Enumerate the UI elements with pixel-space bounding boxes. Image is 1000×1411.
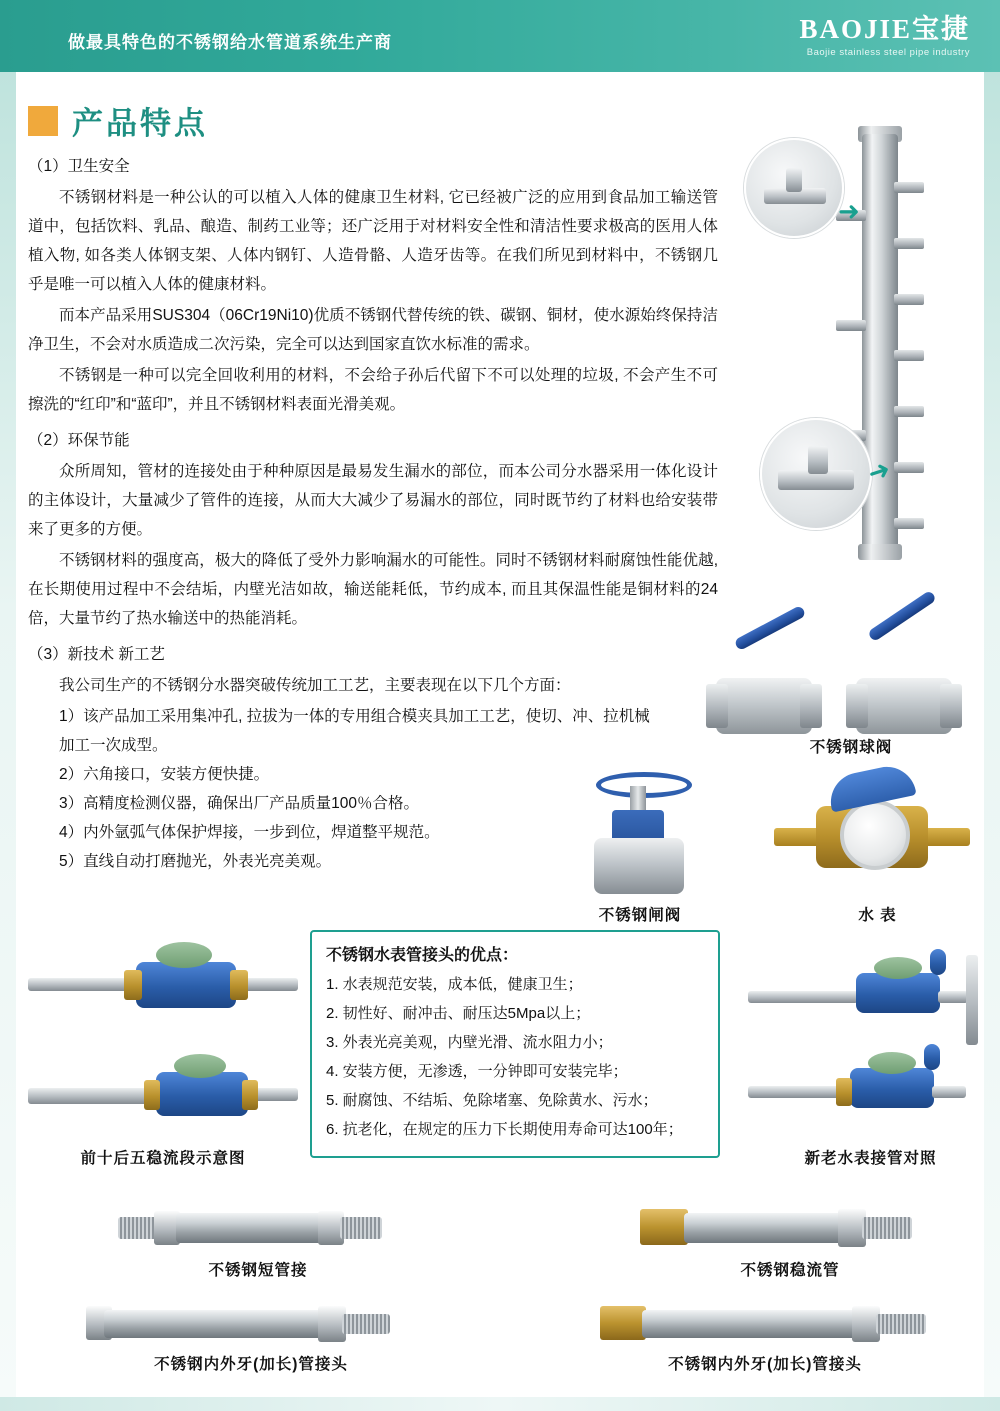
callout-arrow-bottom-icon: ➜ (863, 453, 894, 489)
long-joint-right-body (642, 1310, 858, 1338)
manifold-branch-5 (894, 406, 924, 417)
flow-bottom-brass-nut-2 (242, 1080, 258, 1110)
manifold-bottom-cap (858, 544, 902, 560)
section-3-list-item-1: 1）该产品加工采用集冲孔, 拉拔为一体的专用组合模夹具加工工艺，使切、冲、拉机械 (59, 708, 650, 725)
flow-bottom-brass-nut (144, 1080, 160, 1110)
stable-pipe-brass-hex (640, 1209, 688, 1245)
page-title (28, 98, 208, 143)
manifold-branch-7 (894, 518, 924, 529)
ball-valve-photo (706, 600, 996, 740)
section-1-paragraph-2: 而本产品采用SUS304（06Cr19Ni10)优质不锈钢代替传统的铁、碳钢、铜材，使水源始终保持洁净卫生，不会对水质造成二次污染，完全可以达到国家直饮水标准的需求。 (28, 307, 718, 353)
short-pipe-photo (118, 1195, 408, 1255)
ball-valve-left-nut-2 (800, 684, 822, 728)
section-3-list-item-1-cont: 加工一次成型。 (59, 737, 168, 754)
ball-valve-left-body (716, 678, 812, 734)
short-pipe-thread-left (118, 1217, 158, 1239)
manifold-branch-left-2 (836, 320, 866, 331)
page-bottom-edge (0, 1397, 1000, 1411)
header-slogan: 做最具特色的不锈钢给水管道系统生产商 (68, 33, 392, 52)
flow-top-inlet-pipe (28, 978, 138, 991)
flow-assembly-top (28, 940, 298, 1030)
manifold-photo (742, 120, 992, 568)
compare-bottom-valve (924, 1044, 940, 1070)
flow-top-meter-cap (156, 942, 212, 968)
flow-top-brass-nut (124, 970, 142, 1000)
meter-compare-bottom (748, 1040, 993, 1140)
manifold-detail-callout-bottom (760, 418, 872, 530)
caption-gate-valve: 不锈钢闸阀 (598, 907, 682, 924)
section-3-list-item-4: 4）内外氩弧气体保护焊接，一步到位，焊道整平规范。 (59, 824, 440, 841)
brand-logo (799, 14, 970, 58)
section-3-list-item-5: 5）直线自动打磨抛光，外表光亮美观。 (59, 853, 332, 870)
flow-bottom-meter-cap (174, 1054, 226, 1078)
manifold-branch-4 (894, 350, 924, 361)
section-2-paragraph-2: 不锈钢材料的强度高，极大的降低了受外力影响漏水的可能性。同时不锈钢材料耐腐蚀性能优越, 在长期使用过程中不会结垢，内壁光洁如故，输送能耗低，节约成本, 而且其保温性能是铜材料的24倍，大量节约了热水输送中的热能消耗。 (28, 552, 718, 627)
section-3-paragraph-1: 我公司生产的不锈钢分水器突破传统加工工艺，主要表现在以下几个方面： (59, 677, 571, 694)
manifold-detail-callout-top (744, 138, 844, 238)
caption-meter-compare: 新老水表接管对照 (804, 1150, 937, 1167)
advantage-item-5: 5. 耐腐蚀、不结垢、免除堵塞、免除黄水、污水； (326, 1092, 658, 1109)
stable-pipe-thread (862, 1217, 912, 1239)
compare-top-valve (930, 949, 946, 975)
caption-water-meter: 水 表 (858, 907, 897, 924)
long-joint-right-brass-hex (600, 1306, 646, 1340)
stable-pipe-body (684, 1213, 844, 1243)
ball-valve-right-nut (846, 684, 868, 728)
advantage-item-1: 1. 水表规范安装，成本低，健康卫生； (326, 976, 583, 993)
compare-bottom-meter (850, 1068, 934, 1108)
caption-flow-diagram: 前十后五稳流段示意图 (80, 1150, 246, 1167)
section-3-list-item-3: 3）高精度检测仪器，确保出厂产品质量100％合格。 (59, 795, 419, 812)
compare-top-meter (856, 973, 940, 1013)
ball-valve-left-nut (706, 684, 728, 728)
advantage-item-4: 4. 安装方便，无渗透，一分钟即可安装完毕； (326, 1063, 628, 1080)
caption-long-joint-left: 不锈钢内外牙(加长)管接头 (154, 1356, 348, 1373)
compare-top-meter-cap (874, 957, 922, 979)
ball-valve-right-lever (867, 590, 937, 642)
compare-bottom-brass-nut (836, 1078, 852, 1106)
callout2-tee-branch (808, 446, 828, 474)
caption-stable-pipe: 不锈钢稳流管 (740, 1262, 840, 1279)
logo-main-text: BAOJIE宝捷 (799, 14, 970, 44)
caption-short-pipe: 不锈钢短管接 (208, 1262, 308, 1279)
caption-ball-valve: 不锈钢球阀 (809, 739, 893, 756)
long-joint-left-body (104, 1310, 324, 1338)
water-meter-dial (840, 800, 910, 870)
flow-top-brass-nut-2 (230, 970, 248, 1000)
manifold-branch-1 (894, 182, 924, 193)
title-square-icon (28, 106, 58, 136)
page-header (0, 0, 1000, 72)
callout-tee-branch (786, 168, 802, 192)
advantage-item-3: 3. 外表光亮美观，内壁光滑、流水阻力小； (326, 1034, 613, 1051)
compare-top-pipe-right (938, 991, 968, 1003)
advantage-item-6: 6. 抗老化，在规定的压力下长期使用寿命可达100年； (326, 1121, 683, 1138)
compare-bottom-meter-cap (868, 1052, 916, 1074)
compare-top-pipe-left (748, 991, 858, 1003)
section-3-list-item-2: 2）六角接口，安装方便快捷。 (59, 766, 270, 783)
article-body (28, 152, 718, 876)
compare-top-riser (966, 955, 978, 1045)
advantages-title: 不锈钢水表管接头的优点： (326, 947, 519, 964)
advantages-box (310, 930, 720, 1158)
water-meter-photo (770, 772, 985, 902)
section-heading-3: （3）新技术 新工艺 (28, 646, 165, 663)
gate-valve-photo (560, 770, 720, 900)
section-1-paragraph-1: 不锈钢材料是一种公认的可以植入人体的健康卫生材料, 它已经被广泛的应用到食品加工输送管道中，包括饮料、乳品、酿造、制药工业等；还广泛用于对材料安全性和清洁性要求极高的医用人体植入物, 如各类人体钢支架、人体内钢钉、人造骨骼、人造牙齿等。在我们所见到材料中，不锈钢几乎是唯一可以植入人体的健康材料。 (28, 189, 718, 293)
flow-top-meter-body (136, 962, 236, 1008)
section-heading-2: （2）环保节能 (28, 432, 130, 449)
short-pipe-thread-right (340, 1217, 382, 1239)
flow-bottom-inlet-pipe (28, 1088, 158, 1104)
page-left-edge (0, 72, 16, 1411)
long-joint-right-photo (600, 1290, 930, 1350)
ball-valve-left-lever (734, 605, 807, 651)
ball-valve-right-body (856, 678, 952, 734)
short-pipe-body (176, 1213, 326, 1243)
manifold-branch-6 (894, 462, 924, 473)
compare-bottom-pipe-right (932, 1086, 966, 1098)
logo-sub-text: Baojie stainless steel pipe industry (806, 47, 970, 58)
long-joint-left-thread (342, 1314, 390, 1334)
flow-assembly-bottom (28, 1050, 298, 1140)
section-1-paragraph-3: 不锈钢是一种可以完全回收利用的材料，不会给子孙后代留下不可以处理的垃圾, 不会产生不可擦洗的“红印”和“蓝印”，并且不锈钢材料表面光滑美观。 (28, 367, 718, 413)
section-2-paragraph-1: 众所周知，管材的连接处由于种种原因是最易发生漏水的部位，而本公司分水器采用一体化设计的主体设计，大量减少了管件的连接，从而大大减少了易漏水的部位，同时既节约了材料也给安装带来了更多的方便。 (28, 463, 718, 538)
meter-compare-top (748, 945, 993, 1045)
page-title-text: 产品特点 (72, 106, 208, 141)
gate-valve-body (594, 838, 684, 894)
flow-bottom-meter-body (156, 1072, 248, 1116)
callout-arrow-top-icon: ➜ (838, 196, 860, 226)
long-joint-left-photo (86, 1290, 416, 1350)
manifold-branch-3 (894, 294, 924, 305)
advantage-item-2: 2. 韧性好、耐冲击、耐压达5Mpa以上； (326, 1005, 591, 1022)
long-joint-right-thread (876, 1314, 926, 1334)
manifold-branch-2 (894, 238, 924, 249)
ball-valve-right-nut-2 (940, 684, 962, 728)
section-heading-1: （1）卫生安全 (28, 158, 130, 175)
stable-pipe-photo (640, 1195, 940, 1255)
caption-long-joint-right: 不锈钢内外牙(加长)管接头 (668, 1356, 862, 1373)
